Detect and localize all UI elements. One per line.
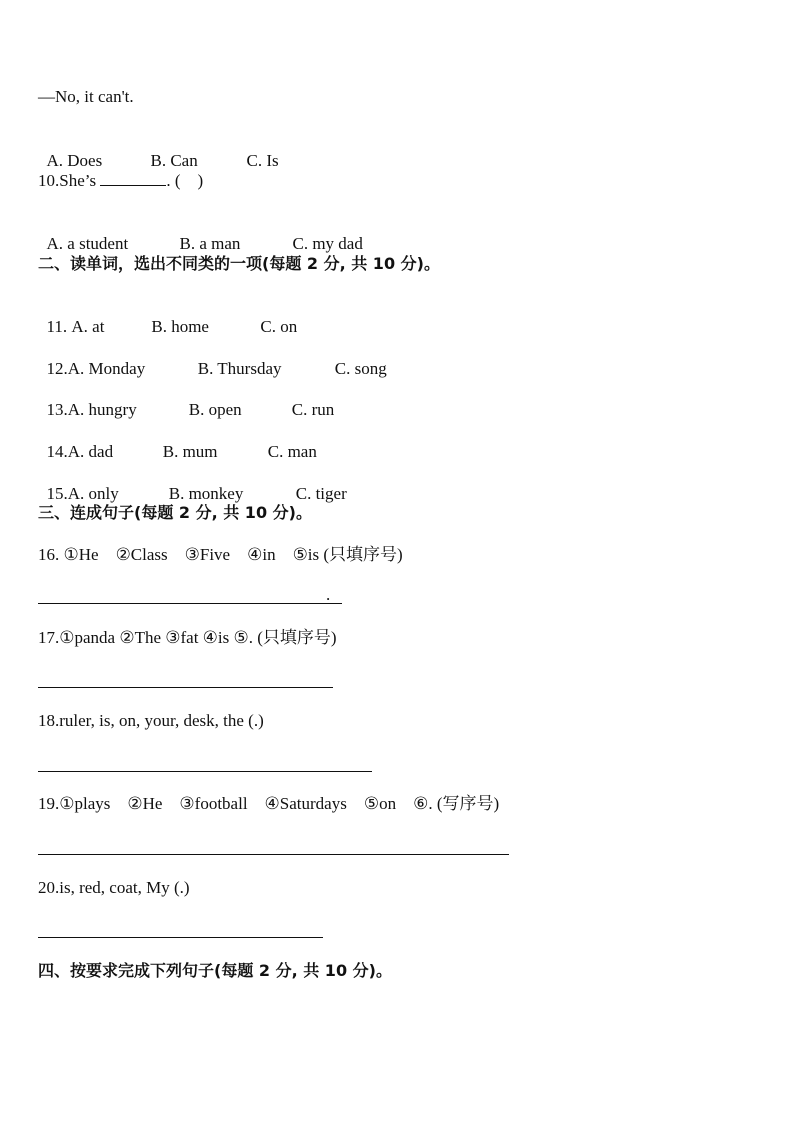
q10-suffix: . ( ) (166, 171, 204, 190)
q15-option-c: C. tiger (295, 484, 347, 503)
q13-option-a: A. hungry (67, 400, 137, 419)
q16-answer-line[interactable] (38, 603, 342, 604)
q10-question (38, 170, 203, 192)
q11-option-a: A. at (71, 317, 105, 336)
q15-option-b: B. monkey (168, 484, 244, 503)
q12-option-c: C. song (334, 359, 387, 378)
q12-number: 12. (46, 359, 68, 378)
q11 (38, 294, 297, 338)
section4-title: 四、按要求完成下列句子(每题 2 分, 共 10 分)。 (38, 961, 392, 980)
q15-option-a: A. only (67, 484, 119, 503)
q10-option-c: C. my dad (292, 234, 363, 253)
q13-number: 13. (46, 400, 68, 419)
q13-option-c: C. run (291, 400, 335, 419)
q10-option-b: B. a man (179, 234, 241, 253)
q10-option-a: A. a student (46, 234, 129, 253)
q17-answer-line[interactable] (38, 687, 333, 688)
q9-option-c: C. Is (246, 151, 279, 170)
q15 (38, 461, 347, 505)
q9-option-b: B. Can (150, 151, 198, 170)
q14-option-c: C. man (267, 442, 317, 461)
q20-text: 20.is, red, coat, My (.) (38, 878, 190, 897)
q19-text: 19.①plays ②He ③football ④Saturdays ⑤on ⑥. (写序号) (38, 794, 500, 813)
q18-text: 18.ruler, is, on, your, desk, the (.) (38, 711, 264, 730)
q17-text: 17.①panda ②The ③fat ④is ⑤. (只填序号) (38, 628, 337, 647)
q14-option-a: A. dad (67, 442, 114, 461)
q10-prefix: 10.She’s (38, 171, 101, 190)
q12 (38, 336, 387, 380)
q18-answer-line[interactable] (38, 771, 372, 772)
q13-option-b: B. open (188, 400, 242, 419)
q14-number: 14. (46, 442, 68, 461)
q11-option-b: B. home (151, 317, 209, 336)
q19-answer-line[interactable] (38, 854, 509, 855)
q14-option-b: B. mum (162, 442, 218, 461)
q13 (38, 377, 334, 421)
q9-options (38, 128, 279, 172)
q11-number: 11. (46, 317, 72, 336)
section3-title: 三、连成句子(每题 2 分, 共 10 分)。 (38, 503, 312, 522)
q11-option-c: C. on (260, 317, 298, 336)
q15-number: 15. (46, 484, 68, 503)
q10-options (38, 211, 363, 255)
section2-title: 二、读单词，选出不同类的一项(每题 2 分, 共 10 分)。 (38, 254, 440, 273)
q12-option-a: A. Monday (67, 359, 146, 378)
q16-text: 16. ①He ②Class ③Five ④in ⑤is (只填序号) (38, 545, 403, 564)
q20-answer-line[interactable] (38, 937, 323, 938)
q9-option-a: A. Does (46, 151, 103, 170)
q10-blank[interactable] (100, 185, 166, 186)
q16-end-period: . (326, 585, 331, 604)
q9-answer-line: —No, it can't. (38, 87, 134, 106)
q14 (38, 419, 317, 463)
q12-option-b: B. Thursday (197, 359, 282, 378)
